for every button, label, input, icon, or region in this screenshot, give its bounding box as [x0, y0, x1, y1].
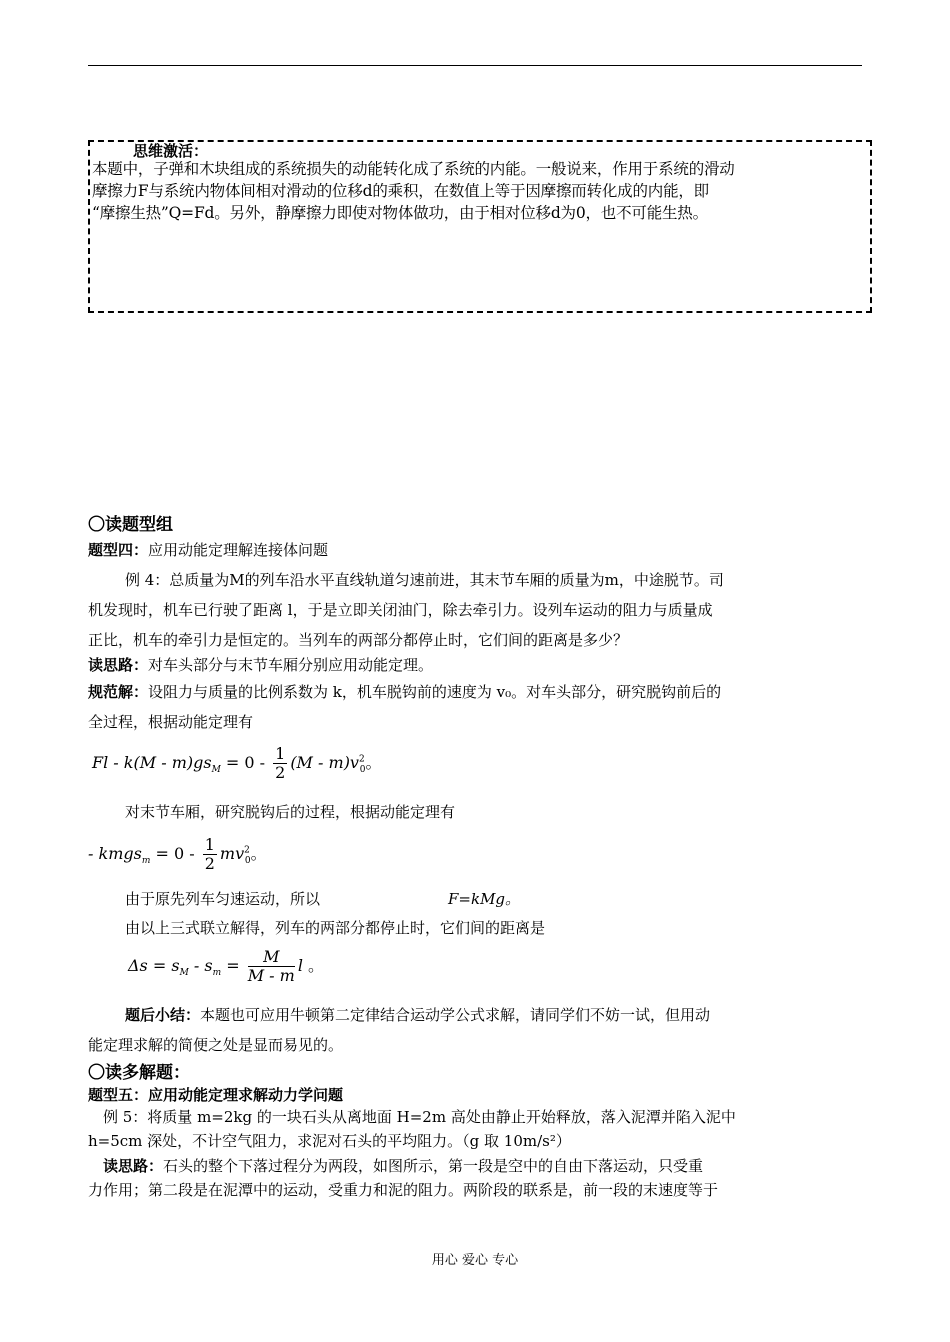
- eq3-eq: =: [221, 956, 245, 975]
- eq2-right: mv: [219, 844, 245, 863]
- eq2-end: 。: [250, 844, 267, 863]
- eq3-end: 。: [302, 956, 325, 975]
- solution-line-1: [88, 677, 721, 707]
- page-footer: 用心 爱心 专心: [431, 1253, 519, 1268]
- eq3-den: M - m: [247, 966, 295, 985]
- type-four-title: 应用动能定理解连接体问题: [148, 541, 329, 559]
- example-5-line-1: 例 5：将质量 m=2kg 的一块石头从离地面 H=2m 高处由静止开始释放，落入泥潭并陷入泥中: [103, 1108, 736, 1126]
- summary-line-1: [125, 1000, 710, 1030]
- solution-label: 规范解：: [88, 683, 149, 701]
- equation-2: [88, 836, 267, 873]
- think-label: 读思路：: [88, 656, 149, 674]
- equation-3: [128, 948, 324, 985]
- text-3: 由于原先列车匀速运动，所以: [125, 890, 321, 908]
- think-text: 对车头部分与末节车厢分别应用动能定理。: [148, 656, 434, 674]
- solution-line-2: 全过程，根据动能定理有: [88, 713, 254, 731]
- example-4-line-1: 例 4：总质量为M的列车沿水平直线轨道匀速前进，其末节车厢的质量为m，中途脱节。司: [125, 571, 724, 589]
- note-line-3: “摩擦生热”Q=Fd。另外，静摩擦力即使对物体做功，由于相对位移d为0，也不可能生热。: [92, 204, 708, 222]
- eq1-mid: = 0 -: [220, 753, 271, 772]
- eq3-mid: - s: [188, 956, 213, 975]
- summary-label: 题后小结：: [125, 1006, 201, 1024]
- eq3-left: Δs = s: [128, 956, 180, 975]
- think-5-label: 读思路：: [103, 1157, 164, 1175]
- eq2-left: - kmgs: [88, 844, 142, 863]
- equation-1: [92, 745, 381, 782]
- eq3-fraction: [248, 948, 295, 985]
- think-5-line-2: 力作用；第二段是在泥潭中的运动，受重力和泥的阻力。两阶段的联系是，前一段的末速度等于: [88, 1181, 719, 1199]
- eq1-zero: 0: [359, 765, 366, 776]
- example-5-line-2: h=5cm 深处，不计空气阻力，求泥对石头的平均阻力。（g 取 10m/s²）: [88, 1132, 571, 1150]
- note-line-2: 摩擦力F与系统内物体间相对滑动的位移d的乘积，在数值上等于因摩擦而转化成的内能，即: [92, 182, 709, 200]
- eq2-mid: = 0 -: [150, 844, 200, 863]
- note-title: 思维激活：: [133, 142, 209, 160]
- eq2-den: 2: [204, 854, 215, 873]
- eq1-fraction: [273, 745, 287, 782]
- eq2-sub: m: [141, 856, 151, 867]
- section-heading-1: 〇读题型组: [88, 515, 173, 535]
- eq1-right: (M - m)v: [290, 753, 359, 772]
- example-4-line-2: 机发现时，机车已行驶了距离 l，于是立即关闭油门，除去牵引力。设列车运动的阻力与质量成: [88, 601, 713, 619]
- eq2-zero: 0: [244, 856, 251, 867]
- section-heading-2: 〇读多解题：: [88, 1063, 190, 1083]
- eq1-left: Fl - k(M - m)gs: [92, 753, 212, 772]
- text-4: 由以上三式联立解得，列车的两部分都停止时，它们间的距离是: [125, 919, 546, 937]
- summary-line-2: 能定理求解的简便之处是显而易见的。: [88, 1036, 344, 1054]
- eq3-num: M: [248, 948, 295, 967]
- type-four-line: [88, 535, 328, 565]
- eq3-sub1: M: [179, 968, 189, 979]
- type-five-title: 题型五：应用动能定理求解动力学问题: [88, 1086, 344, 1104]
- think-5-line-1: [103, 1154, 703, 1178]
- eq1-power: 2: [358, 754, 365, 765]
- eq3-sub2: m: [212, 968, 222, 979]
- text-3-equation: F=kMg。: [448, 890, 521, 908]
- eq1-end: 。: [365, 753, 382, 772]
- eq1-num: 1: [275, 744, 286, 763]
- eq2-num: 1: [204, 835, 215, 854]
- text-2: 对末节车厢，研究脱钩后的过程，根据动能定理有: [125, 803, 456, 821]
- think-5-text-1: 石头的整个下落过程分为两段，如图所示，第一段是空中的自由下落运动，只受重: [163, 1157, 704, 1175]
- eq3-right: l: [297, 956, 303, 975]
- eq2-power: 2: [244, 845, 250, 856]
- header-rule: [88, 65, 862, 66]
- note-text: [92, 158, 872, 224]
- type-four-label: 题型四：: [88, 541, 149, 559]
- solution-text-1: 设阻力与质量的比例系数为 k，机车脱钩前的速度为 v₀。对车头部分，研究脱钩前后的: [148, 683, 722, 701]
- note-line-1: 本题中，子弹和木块组成的系统损失的动能转化成了系统的内能。一般说来，作用于系统的滑动: [92, 160, 735, 178]
- summary-text-1: 本题也可应用牛顿第二定律结合运动学公式求解，请同学们不妨一试，但用动: [200, 1006, 711, 1024]
- eq2-fraction: [203, 836, 217, 873]
- example-4-line-3: 正比，机车的牵引力是恒定的。当列车的两部分都停止时，它们间的距离是多少？: [88, 631, 629, 649]
- eq1-den: 2: [275, 763, 286, 782]
- eq1-sub: M: [211, 765, 221, 776]
- think-line: [88, 650, 433, 680]
